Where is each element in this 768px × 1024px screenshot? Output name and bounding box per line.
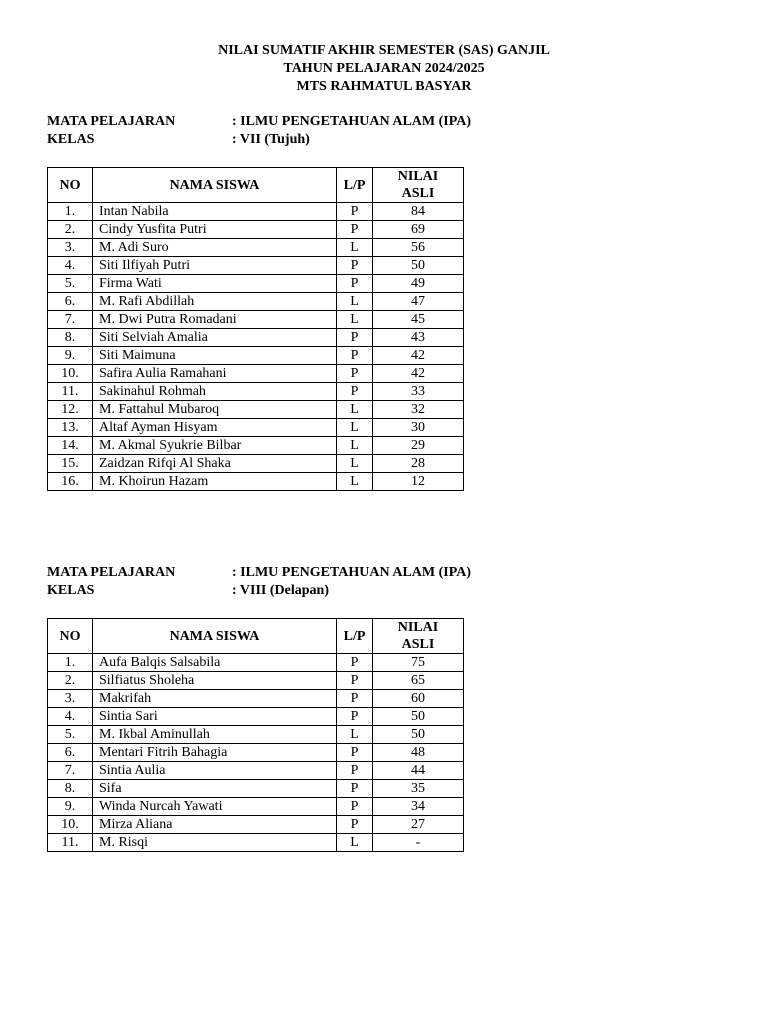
cell-value: 42 <box>373 365 464 383</box>
cell-no: 1. <box>48 654 93 672</box>
cell-name: Aufa Balqis Salsabila <box>93 654 337 672</box>
cell-lp: P <box>337 798 373 816</box>
cell-lp: P <box>337 257 373 275</box>
cell-name: Siti Maimuna <box>93 347 337 365</box>
cell-no: 2. <box>48 672 93 690</box>
cell-name: Zaidzan Rifqi Al Shaka <box>93 455 337 473</box>
cell-name: Winda Nurcah Yawati <box>93 798 337 816</box>
col-header-value-line1: NILAI <box>397 620 439 635</box>
cell-value: 34 <box>373 798 464 816</box>
table-row <box>48 834 464 852</box>
section-1-meta <box>47 113 471 149</box>
cell-lp: P <box>337 762 373 780</box>
cell-name: Sifa <box>93 780 337 798</box>
cell-no: 12. <box>48 401 93 419</box>
cell-value: 12 <box>373 473 464 491</box>
cell-lp: L <box>337 455 373 473</box>
cell-name: M. Fattahul Mubaroq <box>93 401 337 419</box>
cell-name: Mentari Fitrih Bahagia <box>93 744 337 762</box>
cell-name: M. Khoirun Hazam <box>93 473 337 491</box>
cell-name: Intan Nabila <box>93 203 337 221</box>
cell-lp: P <box>337 672 373 690</box>
cell-name: Makrifah <box>93 690 337 708</box>
cell-no: 5. <box>48 275 93 293</box>
cell-value: 45 <box>373 311 464 329</box>
table-row <box>48 437 464 455</box>
cell-value: 42 <box>373 347 464 365</box>
cell-lp: L <box>337 437 373 455</box>
cell-lp: P <box>337 780 373 798</box>
cell-name: M. Akmal Syukrie Bilbar <box>93 437 337 455</box>
cell-value: 60 <box>373 690 464 708</box>
col-header-value-line2: ASLI <box>401 637 435 652</box>
cell-name: Altaf Ayman Hisyam <box>93 419 337 437</box>
document-title-line2: TAHUN PELAJARAN 2024/2025 <box>283 61 485 76</box>
cell-name: Siti Selviah Amalia <box>93 329 337 347</box>
cell-no: 3. <box>48 690 93 708</box>
cell-no: 11. <box>48 834 93 852</box>
cell-no: 9. <box>48 798 93 816</box>
cell-lp: L <box>337 834 373 852</box>
cell-value: - <box>373 834 464 852</box>
cell-lp: L <box>337 401 373 419</box>
cell-no: 9. <box>48 347 93 365</box>
document-title-line1: NILAI SUMATIF AKHIR SEMESTER (SAS) GANJIL <box>218 43 550 58</box>
cell-value: 32 <box>373 401 464 419</box>
cell-name: M. Dwi Putra Romadani <box>93 311 337 329</box>
cell-value: 49 <box>373 275 464 293</box>
cell-value: 50 <box>373 726 464 744</box>
table-row <box>48 798 464 816</box>
grades-table-body <box>48 654 464 852</box>
col-header-name: NAMA SISWA <box>93 168 337 203</box>
cell-no: 5. <box>48 726 93 744</box>
cell-name: M. Ikbal Aminullah <box>93 726 337 744</box>
table-row <box>48 329 464 347</box>
cell-name: Sintia Sari <box>93 708 337 726</box>
cell-no: 13. <box>48 419 93 437</box>
table-row <box>48 473 464 491</box>
table-row <box>48 672 464 690</box>
cell-value: 30 <box>373 419 464 437</box>
cell-value: 56 <box>373 239 464 257</box>
cell-name: Firma Wati <box>93 275 337 293</box>
subject-label: MATA PELAJARAN <box>47 565 176 580</box>
table-row <box>48 293 464 311</box>
table-row <box>48 221 464 239</box>
cell-lp: L <box>337 293 373 311</box>
grades-table-vii <box>47 167 464 491</box>
subject-label: MATA PELAJARAN <box>47 114 176 129</box>
cell-name: Silfiatus Sholeha <box>93 672 337 690</box>
cell-value: 44 <box>373 762 464 780</box>
cell-no: 2. <box>48 221 93 239</box>
class-value: : VIII (Delapan) <box>232 583 329 598</box>
cell-name: Siti Ilfiyah Putri <box>93 257 337 275</box>
cell-value: 65 <box>373 672 464 690</box>
cell-lp: L <box>337 239 373 257</box>
table-row <box>48 275 464 293</box>
table-header-row <box>48 619 464 654</box>
cell-value: 50 <box>373 708 464 726</box>
cell-no: 8. <box>48 780 93 798</box>
cell-lp: P <box>337 690 373 708</box>
cell-no: 15. <box>48 455 93 473</box>
col-header-name: NAMA SISWA <box>93 619 337 654</box>
class-label: KELAS <box>47 583 95 598</box>
cell-no: 7. <box>48 762 93 780</box>
cell-no: 7. <box>48 311 93 329</box>
cell-lp: P <box>337 203 373 221</box>
col-header-no: NO <box>48 619 93 654</box>
subject-value: : ILMU PENGETAHUAN ALAM (IPA) <box>232 114 472 129</box>
cell-no: 6. <box>48 293 93 311</box>
col-header-value-line2: ASLI <box>401 186 435 201</box>
table-row <box>48 203 464 221</box>
cell-name: Sakinahul Rohmah <box>93 383 337 401</box>
col-header-value-line1: NILAI <box>397 169 439 184</box>
cell-name: Sintia Aulia <box>93 762 337 780</box>
section-2-meta <box>47 564 471 600</box>
cell-lp: P <box>337 365 373 383</box>
table-row <box>48 347 464 365</box>
cell-value: 47 <box>373 293 464 311</box>
cell-no: 10. <box>48 365 93 383</box>
cell-value: 29 <box>373 437 464 455</box>
col-header-lp: L/P <box>337 168 373 203</box>
cell-name: M. Risqi <box>93 834 337 852</box>
table-row <box>48 816 464 834</box>
table-row <box>48 311 464 329</box>
table-row <box>48 780 464 798</box>
cell-value: 48 <box>373 744 464 762</box>
cell-no: 16. <box>48 473 93 491</box>
cell-no: 4. <box>48 257 93 275</box>
cell-value: 27 <box>373 816 464 834</box>
col-header-lp: L/P <box>337 619 373 654</box>
document-title-line3: MTS RAHMATUL BASYAR <box>296 79 472 94</box>
table-row <box>48 257 464 275</box>
cell-name: Safira Aulia Ramahani <box>93 365 337 383</box>
cell-value: 33 <box>373 383 464 401</box>
cell-no: 6. <box>48 744 93 762</box>
cell-no: 10. <box>48 816 93 834</box>
cell-lp: P <box>337 816 373 834</box>
cell-lp: P <box>337 654 373 672</box>
cell-name: Cindy Yusfita Putri <box>93 221 337 239</box>
cell-value: 43 <box>373 329 464 347</box>
table-row <box>48 654 464 672</box>
col-header-no: NO <box>48 168 93 203</box>
cell-lp: P <box>337 708 373 726</box>
grades-table-viii <box>47 618 464 852</box>
cell-lp: P <box>337 347 373 365</box>
cell-value: 69 <box>373 221 464 239</box>
cell-name: Mirza Aliana <box>93 816 337 834</box>
cell-lp: L <box>337 726 373 744</box>
subject-value: : ILMU PENGETAHUAN ALAM (IPA) <box>232 565 472 580</box>
table-row <box>48 239 464 257</box>
cell-lp: P <box>337 744 373 762</box>
col-header-value <box>373 619 464 654</box>
grades-table-body <box>48 203 464 491</box>
col-header-value <box>373 168 464 203</box>
cell-name: M. Rafi Abdillah <box>93 293 337 311</box>
table-row <box>48 744 464 762</box>
class-value: : VII (Tujuh) <box>232 132 310 147</box>
table-row <box>48 383 464 401</box>
cell-no: 4. <box>48 708 93 726</box>
cell-lp: L <box>337 419 373 437</box>
cell-value: 35 <box>373 780 464 798</box>
cell-value: 84 <box>373 203 464 221</box>
cell-value: 28 <box>373 455 464 473</box>
cell-lp: L <box>337 473 373 491</box>
table-row <box>48 419 464 437</box>
table-row <box>48 401 464 419</box>
class-label: KELAS <box>47 132 95 147</box>
cell-no: 8. <box>48 329 93 347</box>
cell-lp: P <box>337 221 373 239</box>
table-row <box>48 365 464 383</box>
cell-name: M. Adi Suro <box>93 239 337 257</box>
cell-no: 14. <box>48 437 93 455</box>
cell-value: 75 <box>373 654 464 672</box>
table-row <box>48 690 464 708</box>
cell-lp: P <box>337 275 373 293</box>
table-row <box>48 762 464 780</box>
table-header-row <box>48 168 464 203</box>
table-row <box>48 708 464 726</box>
cell-no: 1. <box>48 203 93 221</box>
table-row <box>48 726 464 744</box>
cell-lp: L <box>337 311 373 329</box>
cell-lp: P <box>337 329 373 347</box>
cell-no: 3. <box>48 239 93 257</box>
cell-lp: P <box>337 383 373 401</box>
cell-value: 50 <box>373 257 464 275</box>
cell-no: 11. <box>48 383 93 401</box>
table-row <box>48 455 464 473</box>
